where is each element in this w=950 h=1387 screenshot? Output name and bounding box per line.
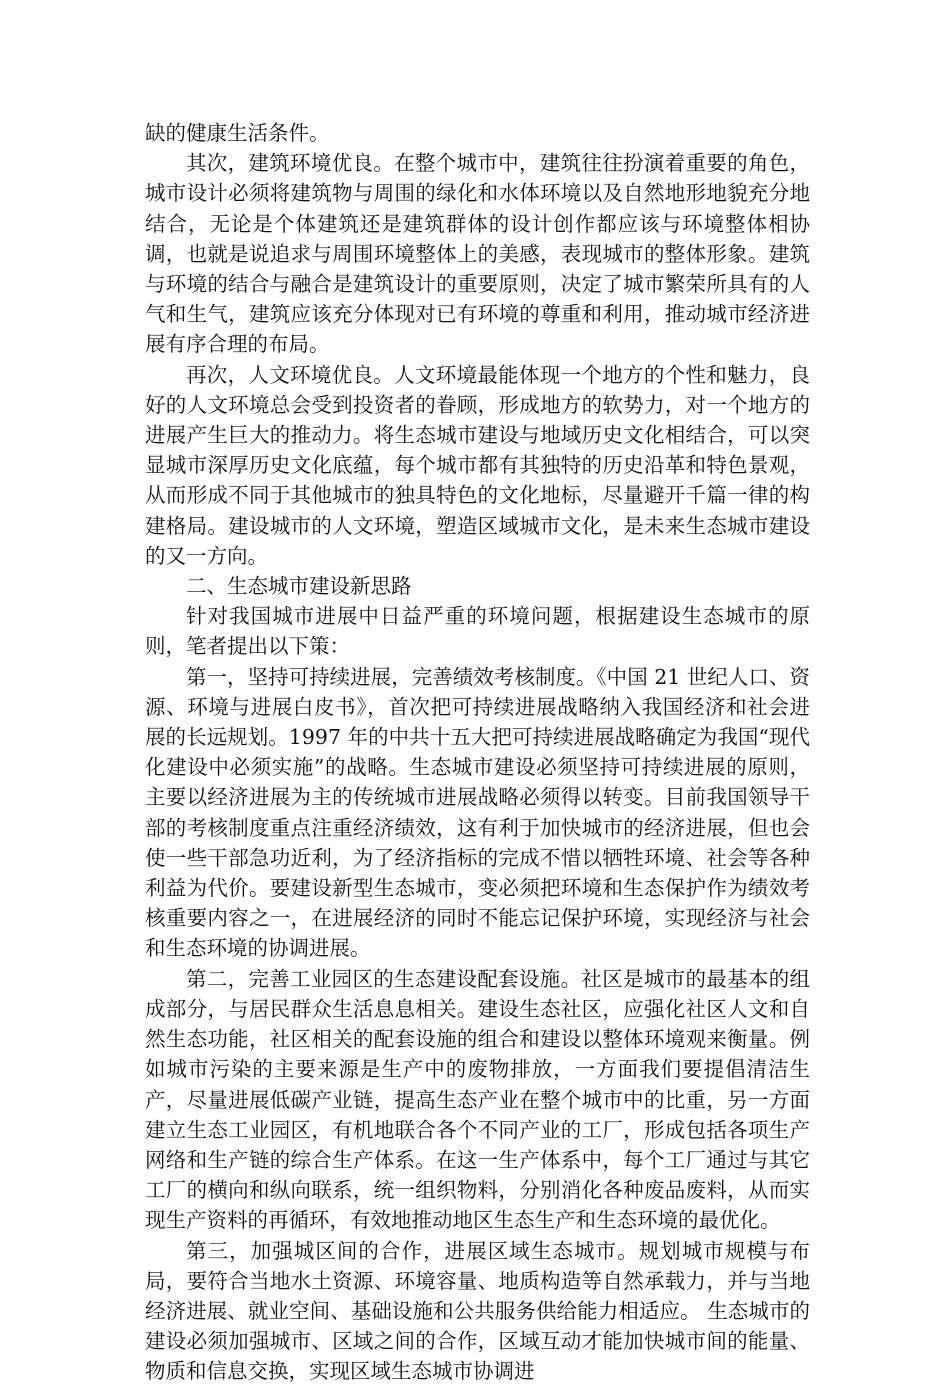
paragraph-architecture-environment: 其次，建筑环境优良。在整个城市中，建筑往往扮演着重要的角色，城市设计必须将建筑物与周围的绿化和水体环境以及自然地形地貌充分地结合，无论是个体建筑还是建筑群体的设计创作都应该与环境整体相协调，也就是说追求与周围环境整体上的美感，表现城市的整体形象。建筑与环境的结合与融合是建筑设计的重要原则，决定了城市繁荣所具有的人气和生气，建筑应该充分体现对已有环境的尊重和利用，推动城市经济进展有序合理的布局。 (145, 151, 810, 357)
paragraph-strategy-one: 第一，坚持可持续进展，完善绩效考核制度。《中国 21 世纪人口、资源、环境与进展白皮书》，首次把可持续进展战略纳入我国经济和社会进展的长远规划。1997 年的中共十五大把可持续进展战略确定为我国“现代化建设中必须实施”的战略。生态城市建设必须坚持可持续进展的原则，主要以经济进展为主的传统城市进展战略必须得以转变。目前我国领导干部的考核制度重点注重经济绩效，这有利于加快城市的经济进展，但也会使一些干部急功近利，为了经济指标的完成不惜以牺牲环境、社会等各种利益为代价。要建设新型生态城市，变必须把环境和生态保护作为绩效考核重要内容之一，在进展经济的同时不能忘记保护环境，实现经济与社会和生态环境的协调进展。 (145, 664, 810, 961)
paragraph-strategy-two: 第二，完善工业园区的生态建设配套设施。社区是城市的最基本的组成部分，与居民群众生活息息相关。建设生态社区，应强化社区人文和自然生态功能，社区相关的配套设施的组合和建设以整体环境观来衡量。例如城市污染的主要来源是生产中的废物排放，一方面我们要提倡清洁生产，尽量进展低碳产业链，提高生态产业在整个城市中的比重，另一方面建立生态工业园区，有机地联合各个不同产业的工厂，形成包括各项生产网络和生产链的综合生产体系。在这一生产体系中，每个工厂通过与其它工厂的横向和纵向联系，统一组织物料，分别消化各种废品废料，从而实现生产资料的再循环，有效地推动地区生态生产和生态环境的最优化。 (145, 966, 810, 1233)
paragraph-continuation: 缺的健康生活条件。 (145, 121, 330, 145)
section-heading: 二、生态城市建设新思路 (186, 574, 412, 599)
paragraph-intro-strategies: 针对我国城市进展中日益严重的环境问题，根据建设生态城市的原则，笔者提出以下策： (145, 604, 810, 659)
body-text (145, 118, 810, 1387)
paragraph-cultural-environment: 再次，人文环境优良。人文环境最能体现一个地方的个性和魅力，良好的人文环境总会受到投资者的眷顾，形成地方的软势力，对一个地方的进展产生巨大的推动力。将生态城市建设与地域历史文化相结合，可以突显城市深厚历史文化底蕴，每个城市都有其独特的历史沿革和特色景观，从而形成不同于其他城市的独具特色的文化地标，尽量避开千篇一律的构建格局。建设城市的人文环境，塑造区域城市文化，是未来生态城市建设的又一方向。 (145, 362, 810, 568)
paragraph-strategy-three: 第三，加强城区间的合作，进展区域生态城市。规划城市规模与布局，要符合当地水土资源、环境容量、地质构造等自然承载力，并与当地经济进展、就业空间、基础设施和公共服务供给能力相适应。 生态城市的建设必须加强城市、区域之间的合作，区域互动才能加快城市间的能量、物质和信息交换，实现区域生态城市协调进 (145, 1238, 810, 1384)
